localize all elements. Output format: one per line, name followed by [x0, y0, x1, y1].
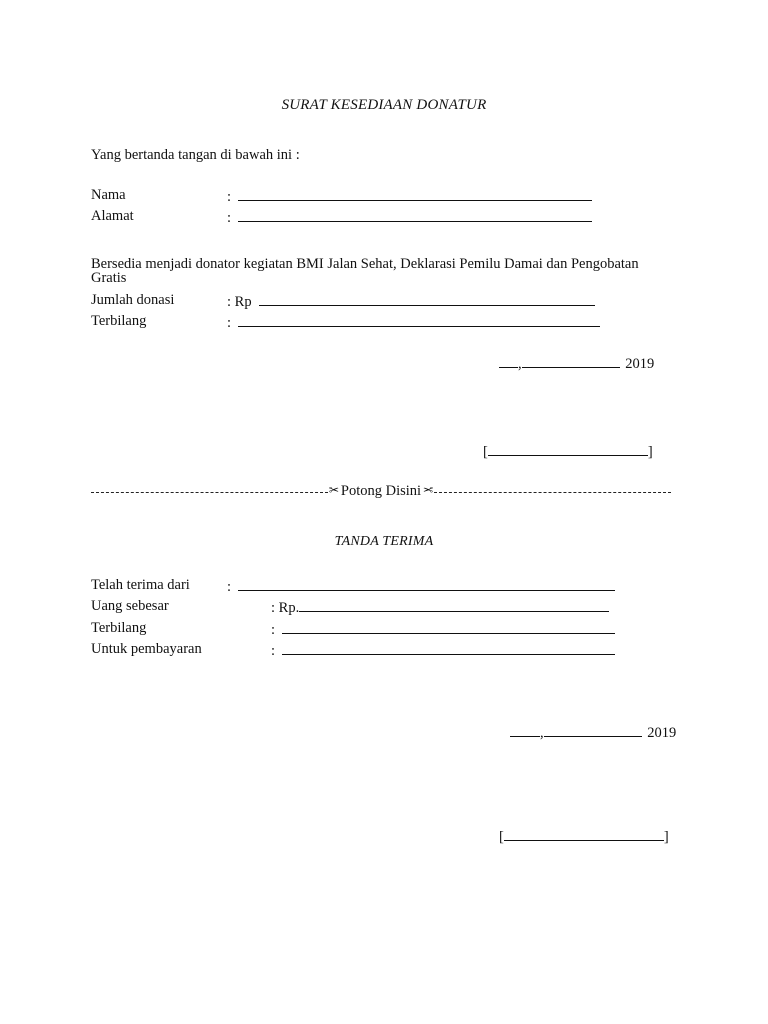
cut-line [91, 483, 671, 500]
signature-open-bracket: [ [483, 444, 488, 460]
uang-prefix: : Rp. [271, 600, 300, 616]
receipt-terbilang-label: Terbilang [91, 620, 147, 636]
alamat-line [238, 208, 592, 222]
date-separator: , [518, 356, 522, 372]
cut-label: Potong Disini [340, 483, 422, 499]
signature-line [488, 442, 648, 456]
receipt-date-separator: , [540, 725, 544, 741]
untuk-line [282, 641, 615, 655]
receipt-date[interactable] [510, 723, 676, 742]
terbilang-colon: : [227, 315, 232, 331]
nama-field[interactable] [227, 187, 592, 206]
scissors-icon: ✂ [328, 483, 339, 498]
receipt-terbilang-line [282, 620, 615, 634]
nama-line [238, 187, 592, 201]
receipt-date-month-line [544, 723, 642, 737]
dari-label: Telah terima dari [91, 577, 190, 593]
jumlah-line [259, 292, 595, 306]
untuk-label: Untuk pembayaran [91, 641, 202, 657]
date-year: 2019 [625, 356, 655, 372]
intro-text: Yang bertanda tangan di bawah ini : [91, 147, 300, 163]
receipt-signature-close-bracket: ] [663, 829, 669, 845]
date-month-line [522, 354, 620, 368]
uang-line [299, 598, 609, 612]
terbilang-line [238, 313, 600, 327]
form-date[interactable] [499, 354, 654, 373]
untuk-field[interactable] [271, 641, 615, 660]
statement-line-2: Gratis [91, 270, 127, 286]
nama-colon: : [227, 189, 232, 205]
scissors-icon: ✂ [423, 483, 434, 498]
receipt-signature-line [504, 827, 664, 841]
dari-colon: : [227, 579, 232, 595]
untuk-colon: : [271, 643, 276, 659]
alamat-label: Alamat [91, 208, 134, 224]
receipt-date-year: 2019 [647, 725, 677, 741]
receipt-signature-open-bracket: [ [499, 829, 504, 845]
receipt-terbilang-field[interactable] [271, 620, 615, 639]
cut-dash-right [434, 492, 671, 493]
receipt-terbilang-colon: : [271, 622, 276, 638]
dari-field[interactable] [227, 577, 615, 596]
receipt-signature[interactable] [499, 827, 669, 846]
terbilang-field[interactable] [227, 313, 600, 332]
receipt-title: TANDA TERIMA [334, 534, 434, 549]
nama-label: Nama [91, 187, 126, 203]
alamat-field[interactable] [227, 208, 592, 227]
date-day-line [499, 354, 518, 368]
uang-field[interactable] [271, 598, 609, 617]
form-title: SURAT KESEDIAAN DONATUR [281, 97, 487, 113]
uang-label: Uang sebesar [91, 598, 169, 614]
receipt-date-day-line [510, 723, 540, 737]
alamat-colon: : [227, 210, 232, 226]
dari-line [238, 577, 615, 591]
terbilang-label: Terbilang [91, 313, 147, 329]
jumlah-field[interactable] [227, 292, 595, 311]
signature-close-bracket: ] [647, 444, 653, 460]
jumlah-prefix: : Rp [227, 294, 252, 310]
jumlah-label: Jumlah donasi [91, 292, 175, 308]
statement-line-1: Bersedia menjadi donator kegiatan BMI Jalan Sehat, Deklarasi Pemilu Damai dan Pengobatan [91, 256, 639, 272]
cut-dash-left [91, 492, 328, 493]
form-signature[interactable] [483, 442, 653, 461]
